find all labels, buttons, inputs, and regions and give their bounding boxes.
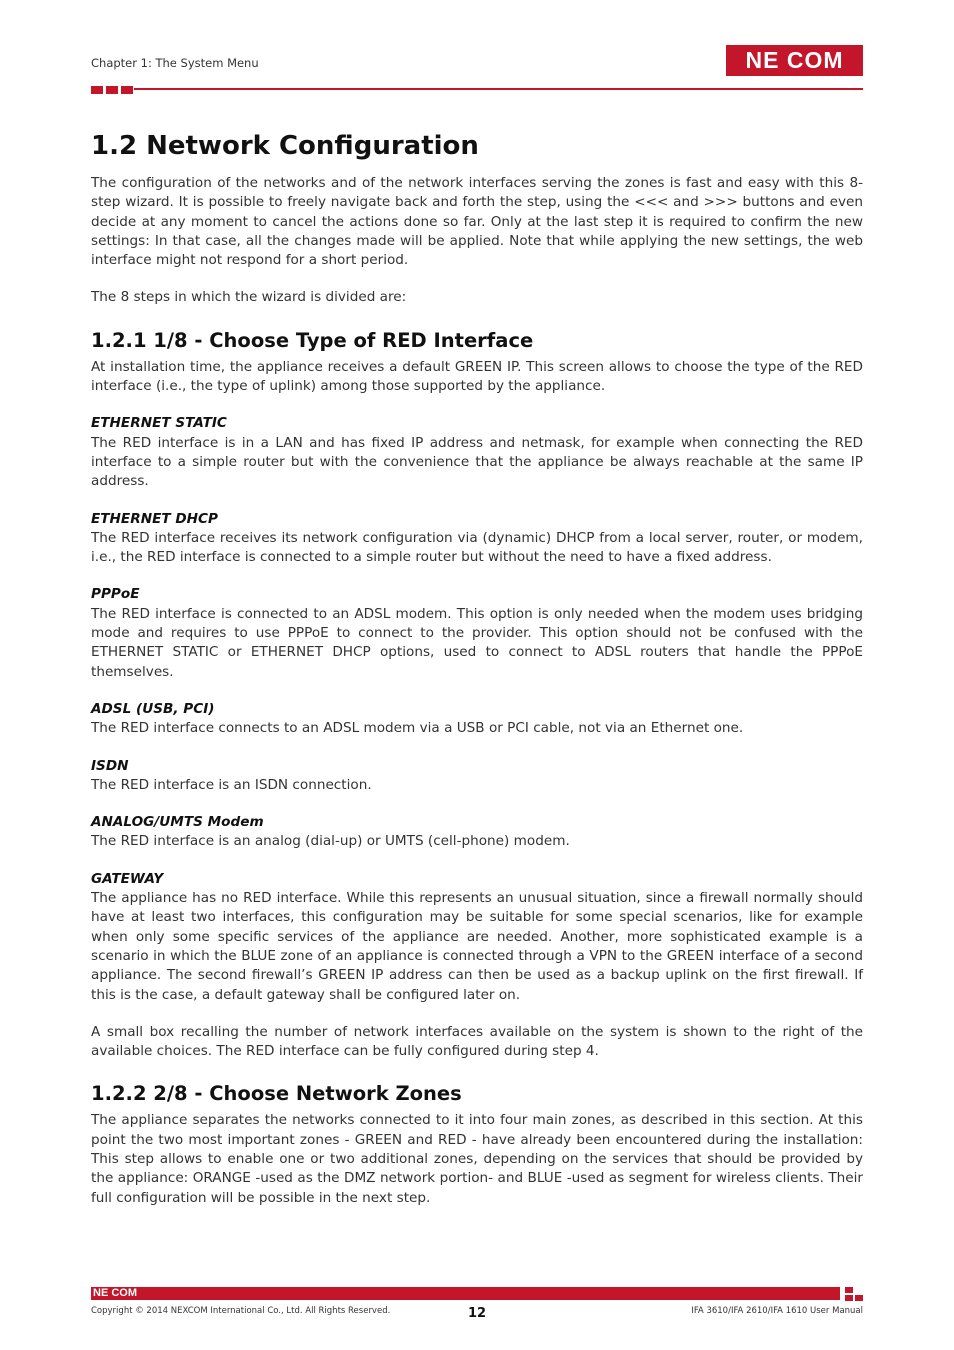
- option-desc: The RED interface is in a LAN and has fixed IP address and netmask, for example when connecting the RED interface to a simple router but with the convenience that the appliance be always reachable at the same IP address.: [91, 434, 863, 490]
- subsection-title: 1.2.2 2/8 - Choose Network Zones: [91, 1082, 462, 1106]
- option-desc: The RED interface connects to an ADSL modem via a USB or PCI cable, not via an Ethernet one.: [91, 720, 744, 737]
- header-accent-block: [91, 86, 103, 94]
- manual-title: IFA 3610/IFA 2610/IFA 1610 User Manual: [691, 1306, 863, 1316]
- steps-lead: The 8 steps in which the wizard is divided are:: [91, 289, 407, 306]
- header-accent-block: [106, 86, 118, 94]
- copyright: Copyright © 2014 NEXCOM International Co., Ltd. All Rights Reserved.: [91, 1306, 391, 1316]
- subsection-title: 1.2.1 1/8 - Choose Type of RED Interface: [91, 328, 534, 352]
- section-title: 1.2 Network Configuration: [91, 131, 479, 161]
- header-rule: [134, 88, 863, 90]
- footer-accent-square: [855, 1295, 863, 1301]
- zones-paragraph: The appliance separates the networks connected to it into four main zones, as described in this section. At this point the two most important zones - GREEN and RED - have already been encountered during the installation: This step allows to enable one or two additional zones, depending on the services that should be provided by the appliance: ORANGE -used as the DMZ network portion- and BLUE -used as segment for wireless clients. Their full configuration will be possible in the next step.: [91, 1112, 863, 1206]
- footer-accent-square: [845, 1287, 853, 1293]
- option-term: PPPoE: [91, 586, 140, 603]
- option-term: ETHERNET DHCP: [91, 510, 218, 527]
- option-term: ETHERNET STATIC: [91, 415, 227, 432]
- option-term: ADSL (USB, PCI): [91, 700, 215, 717]
- option-term: GATEWAY: [91, 870, 164, 887]
- page-number: 12: [468, 1306, 487, 1321]
- option-term: ISDN: [91, 757, 129, 774]
- footer-accent-square: [845, 1295, 853, 1301]
- option-desc: The RED interface is an analog (dial-up) or UMTS (cell-phone) modem.: [91, 833, 570, 850]
- main-content: [91, 128, 863, 1226]
- intro-paragraph: The configuration of the networks and of the network interfaces serving the zones is fast and easy with this 8-step wizard. It is possible to freely navigate back and forth the step, using the <<< and >>> buttons and even decide at any moment to cancel the actions done so far. Only at the last step it is required to confirm the new settings: In that case, all the changes made will be applied. Note that while applying the new settings, the web interface might not respond for a short period.: [91, 175, 863, 269]
- footer-logo: NE COM: [93, 1287, 137, 1299]
- chapter-title: Chapter 1: The System Menu: [91, 56, 259, 70]
- closing-paragraph: A small box recalling the number of network interfaces available on the system is shown to the right of the available choices. The RED interface can be fully configured during step 4.: [91, 1023, 863, 1060]
- option-desc: The RED interface is connected to an ADSL modem. This option is only needed when the modem uses bridging mode and requires to use PPPoE to connect to the provider. This option should not be confused with the ETHERNET STATIC or ETHERNET DHCP options, used to connect to ADSL routers that handle the PPPoE themselves.: [91, 605, 863, 680]
- header-accent-block: [121, 86, 133, 94]
- option-desc: The RED interface receives its network configuration via (dynamic) DHCP from a local server, router, or modem, i.e., the RED interface is connected to a simple router but without the need to have a fixed address.: [91, 529, 863, 566]
- subsection-intro: At installation time, the appliance receives a default GREEN IP. This screen allows to choose the type of the RED interface (i.e., the type of uplink) among those supported by the appliance.: [91, 358, 863, 395]
- nexcom-logo: NE COM: [726, 45, 863, 76]
- option-desc: The appliance has no RED interface. While this represents an unusual situation, since a firewall normally should have at least two interfaces, this configuration may be suitable for some special scenarios, like for example when only some specific services of the appliance are needed. Another, more sophisticated example is a scenario in which the BLUE zone of an appliance is connected through a VPN to the GREEN interface of a second appliance. The second firewall’s GREEN IP address can then be used as a backup uplink on the first firewall. If this is the case, a default gateway shall be configured later on.: [91, 890, 863, 1003]
- option-desc: The RED interface is an ISDN connection.: [91, 776, 372, 793]
- option-term: ANALOG/UMTS Modem: [91, 814, 264, 831]
- footer-bar: [91, 1287, 840, 1300]
